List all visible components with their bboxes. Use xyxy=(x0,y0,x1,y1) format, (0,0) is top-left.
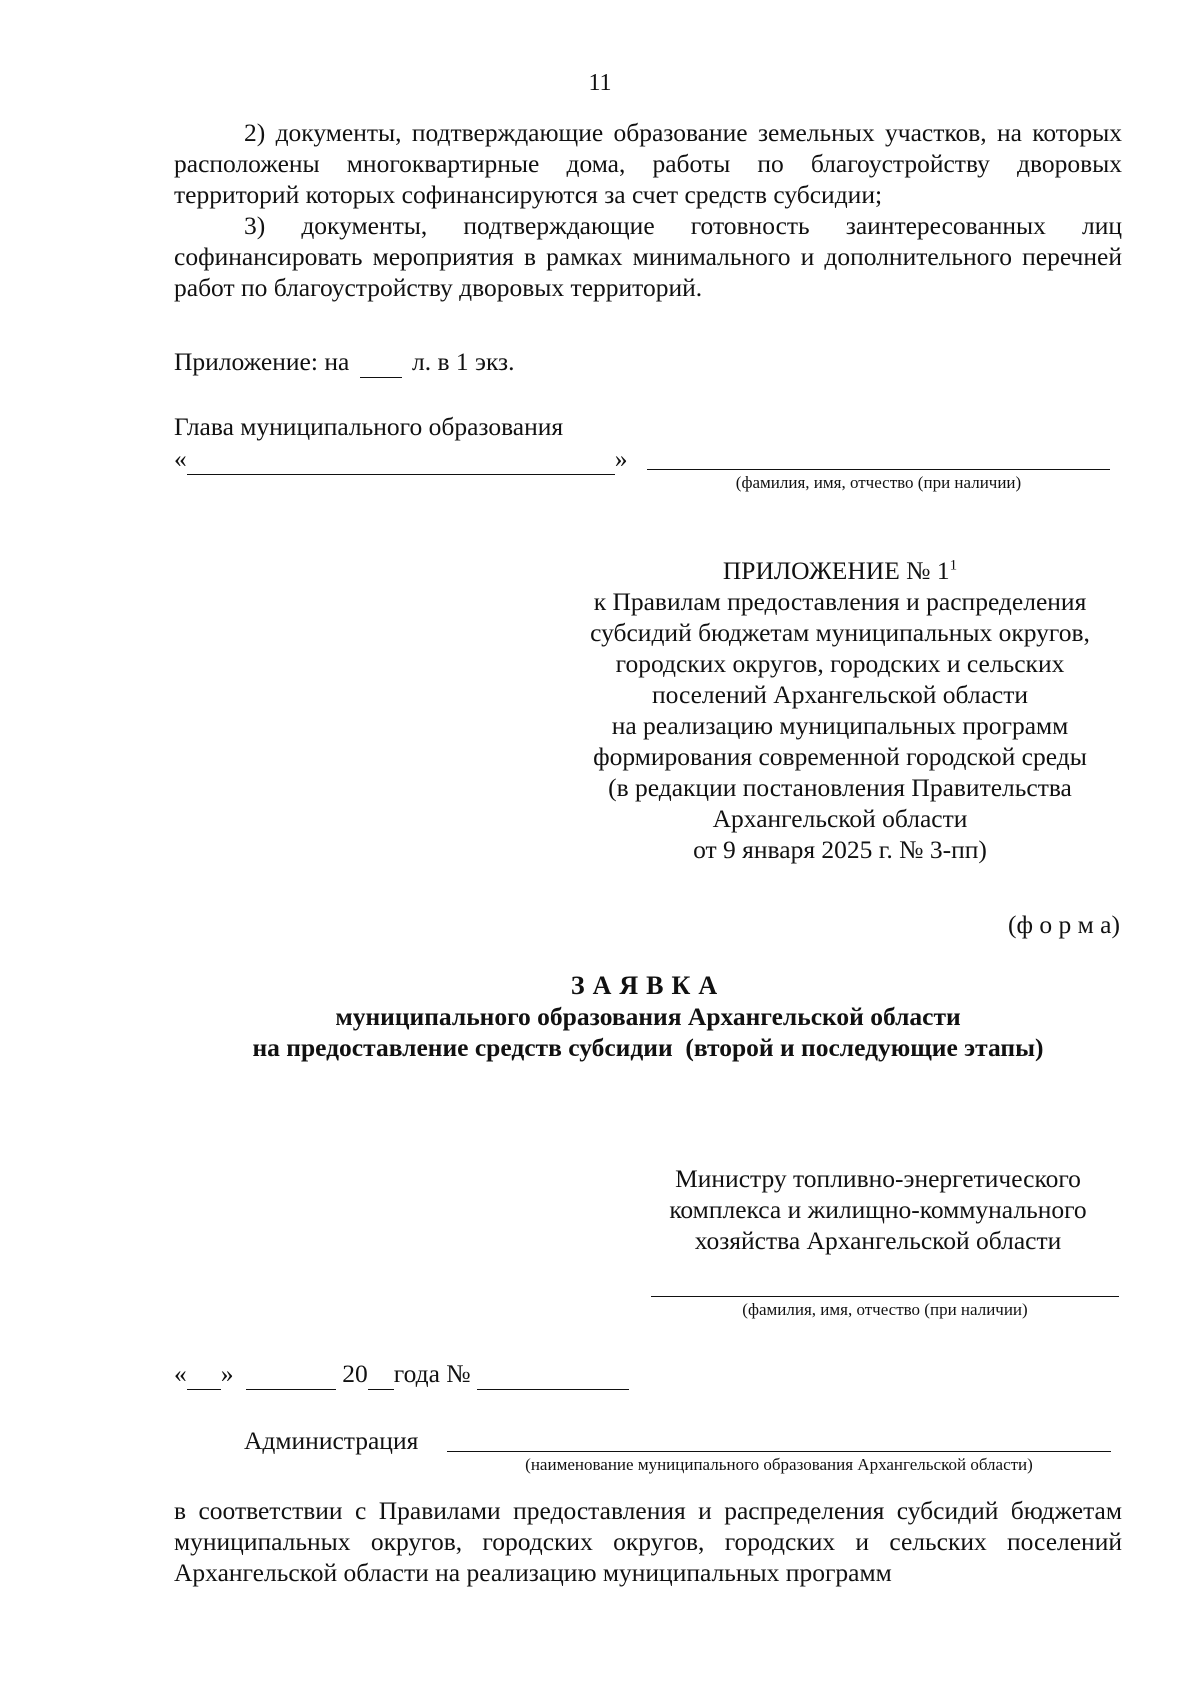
appendix-line: субсидий бюджетам муниципальных округов, xyxy=(590,618,1090,647)
year-field[interactable] xyxy=(368,1358,394,1390)
title-main: ЗАЯВКА xyxy=(570,971,726,1000)
appendix-heading xyxy=(555,555,1125,586)
number-field[interactable] xyxy=(477,1358,629,1390)
appendix-line: формирования современной городской среды xyxy=(593,742,1087,771)
year-prefix: 20 xyxy=(342,1359,368,1388)
attachment-sheets-field[interactable] xyxy=(360,346,402,378)
form-label: (ф о р м а) xyxy=(1008,910,1120,939)
municipality-name-field[interactable] xyxy=(187,443,615,475)
attachment-prefix: Приложение: на xyxy=(174,347,350,376)
addressee-caption: (фамилия, имя, отчество (при наличии) xyxy=(742,1300,1028,1319)
appendix-line: к Правилам предоставления и распределения xyxy=(593,587,1087,616)
appendix-line: поселений Архангельской области xyxy=(651,680,1029,709)
attachment-line xyxy=(174,346,515,378)
head-municipality-line xyxy=(174,443,628,475)
addressee-name-field[interactable] xyxy=(651,1270,1119,1297)
list-item: 3) документы, подтверждающие готовность заинтересованных лиц софинансировать мероприятия в рамках минимального и дополнительного перечней работ по благоустройству дворовых территорий. xyxy=(174,211,1122,302)
appendix-superscript: 1 xyxy=(949,557,958,574)
administration-caption: (наименование муниципального образования Архангельской области) xyxy=(525,1455,1033,1474)
addressee-line: комплекса и жилищно-коммунального xyxy=(669,1195,1087,1224)
administration-name-field[interactable] xyxy=(447,1425,1111,1452)
list-item: 2) документы, подтверждающие образование земельных участков, на которых расположены многоквартирные дома, работы по благоустройству дворовых территорий которых софинансируются за счет средств субсидии; xyxy=(174,118,1122,209)
appendix-line: городских округов, городских и сельских xyxy=(615,649,1065,678)
open-quote: « xyxy=(174,1359,187,1388)
appendix-line: Архангельской области xyxy=(712,804,968,833)
day-field[interactable] xyxy=(187,1358,221,1390)
closing-paragraph: в соответствии с Правилами предоставления и распределения субсидий бюджетам муниципальных округов, городских округов, городских и сельских поселений Архангельской области на реализацию муниципальных программ xyxy=(174,1496,1122,1587)
administration-label: Администрация xyxy=(244,1426,419,1455)
document-title xyxy=(174,970,1122,1063)
date-line xyxy=(174,1358,629,1390)
page-number: 11 xyxy=(588,70,612,96)
close-quote: » xyxy=(220,1359,234,1388)
attachment-suffix: л. в 1 экз. xyxy=(412,347,515,376)
head-signature-caption: (фамилия, имя, отчество (при наличии) xyxy=(735,473,1022,492)
head-title: Глава муниципального образования xyxy=(174,412,564,441)
appendix-block xyxy=(555,555,1125,865)
addressee-block xyxy=(630,1163,1126,1256)
addressee-line: хозяйства Архангельской области xyxy=(694,1226,1062,1255)
head-signature-field[interactable] xyxy=(647,443,1110,470)
title-line: на предоставление средств субсидии (второй и последующие этапы) xyxy=(252,1033,1044,1062)
open-quote: « xyxy=(174,444,187,473)
appendix-line: на реализацию муниципальных программ xyxy=(611,711,1069,740)
appendix-line: от 9 января 2025 г. № 3-пп) xyxy=(693,835,987,864)
appendix-line: (в редакции постановления Правительства xyxy=(608,773,1072,802)
document-list xyxy=(174,117,1122,303)
appendix-heading-text: ПРИЛОЖЕНИЕ № 1 xyxy=(722,556,950,585)
close-quote: » xyxy=(614,444,628,473)
month-field[interactable] xyxy=(246,1358,336,1390)
title-line: муниципального образования Архангельской области xyxy=(335,1002,961,1031)
year-suffix: года № xyxy=(393,1359,471,1388)
addressee-line: Министру топливно-энергетического xyxy=(675,1164,1081,1193)
